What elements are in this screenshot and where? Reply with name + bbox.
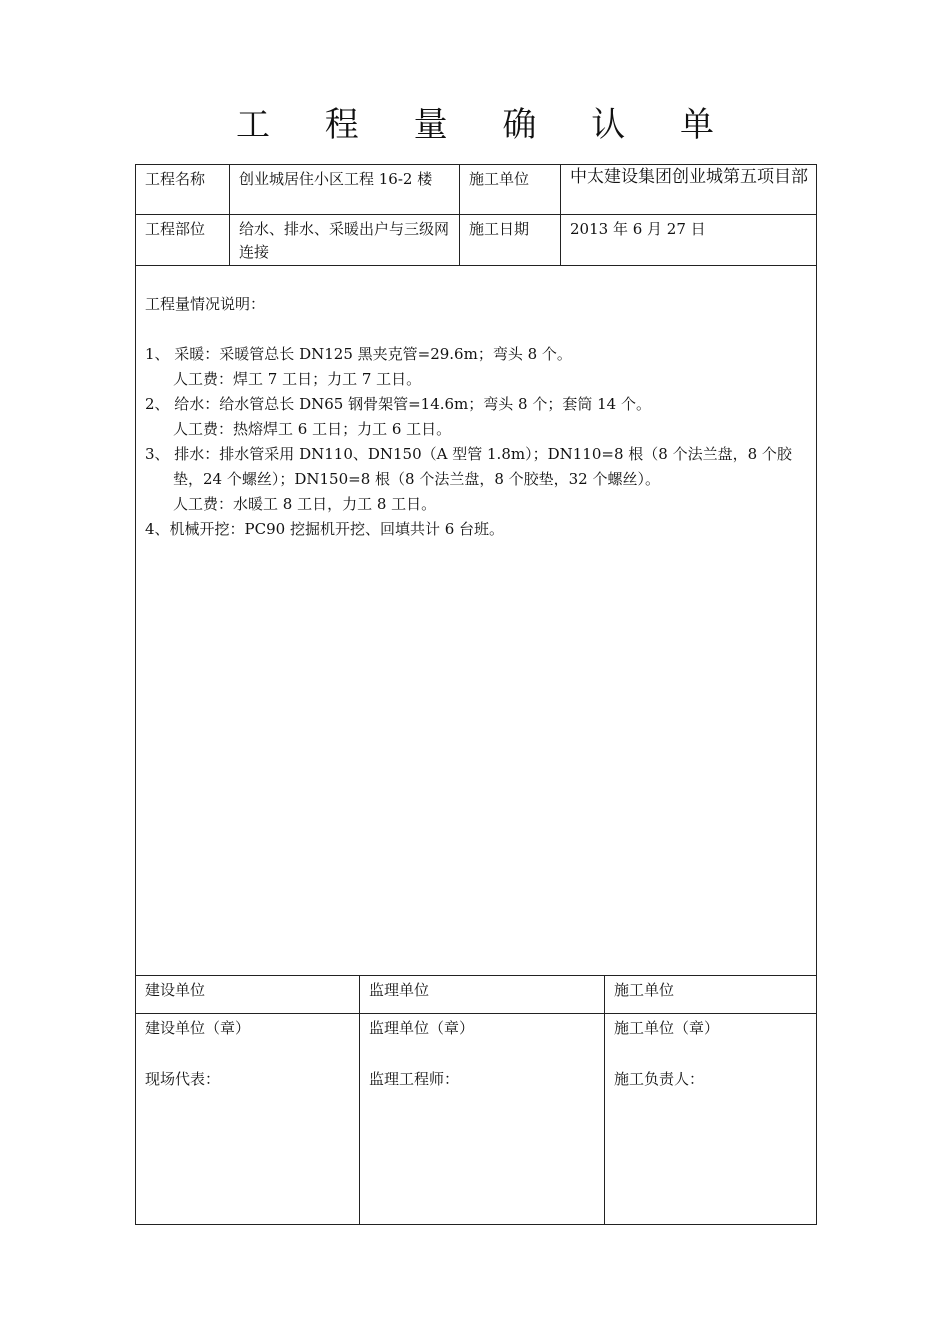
project-name-value: 创业城居住小区工程 16-2 楼: [239, 170, 433, 188]
location-value: 给水、排水、采暖出户与三级网连接: [239, 220, 450, 261]
row-divider: [135, 1013, 817, 1014]
row-divider: [135, 214, 817, 215]
project-name-label: 工程名称: [145, 170, 206, 188]
quantity-description: [145, 292, 811, 542]
description-line: 2、 给水：给水管总长 DN65 钢骨架管=14.6m；弯头 8 个；套筒 14 个。: [145, 395, 651, 413]
description-line: 3、 排水：排水管采用 DN110、DN150（A 型管 1.8m）；DN110=8 根（8 个法兰盘，8 个胶垫，24 个螺丝）；DN150=8 根（8 个法兰盘，8 个胶垫，32 个螺丝）。: [145, 445, 792, 488]
column-divider: [229, 164, 230, 265]
description-line: 人工费：热熔焊工 6 工日；力工 6 工日。: [173, 420, 452, 438]
description-line: 人工费：焊工 7 工日；力工 7 工日。: [173, 370, 422, 388]
date-value: 2013 年 6 月 27 日: [570, 220, 706, 238]
row-divider: [135, 265, 817, 266]
supervisor-seal: 监理单位（章）: [369, 1019, 475, 1037]
description-line: 人工费：水暖工 8 工日，力工 8 工日。: [173, 495, 437, 513]
owner-seal: 建设单位（章）: [145, 1019, 251, 1037]
column-divider: [359, 975, 360, 1225]
column-divider: [459, 164, 460, 265]
description-line: 4、机械开挖：PC90 挖掘机开挖、回填共计 6 台班。: [145, 520, 505, 538]
contractor-header: 施工单位: [614, 981, 675, 999]
supervising-engineer: 监理工程师：: [369, 1070, 460, 1088]
description-line: 1、 采暖：采暖管总长 DN125 黑夹克管=29.6m；弯头 8 个。: [145, 345, 572, 363]
owner-representative: 现场代表：: [145, 1070, 221, 1088]
owner-header: 建设单位: [145, 981, 206, 999]
row-divider: [135, 975, 817, 976]
contractor-seal: 施工单位（章）: [614, 1019, 720, 1037]
description-heading: 工程量情况说明：: [145, 295, 266, 313]
column-divider: [604, 975, 605, 1225]
contractor-manager: 施工负责人：: [614, 1070, 705, 1088]
date-label: 施工日期: [469, 220, 530, 238]
contractor-label: 施工单位: [469, 170, 530, 188]
location-label: 工程部位: [145, 220, 206, 238]
supervisor-header: 监理单位: [369, 981, 430, 999]
column-divider: [560, 164, 561, 265]
contractor-value: 中太建设集团创业城第五项目部: [570, 167, 808, 187]
page-title: 工 程 量 确 认 单: [235, 105, 737, 145]
